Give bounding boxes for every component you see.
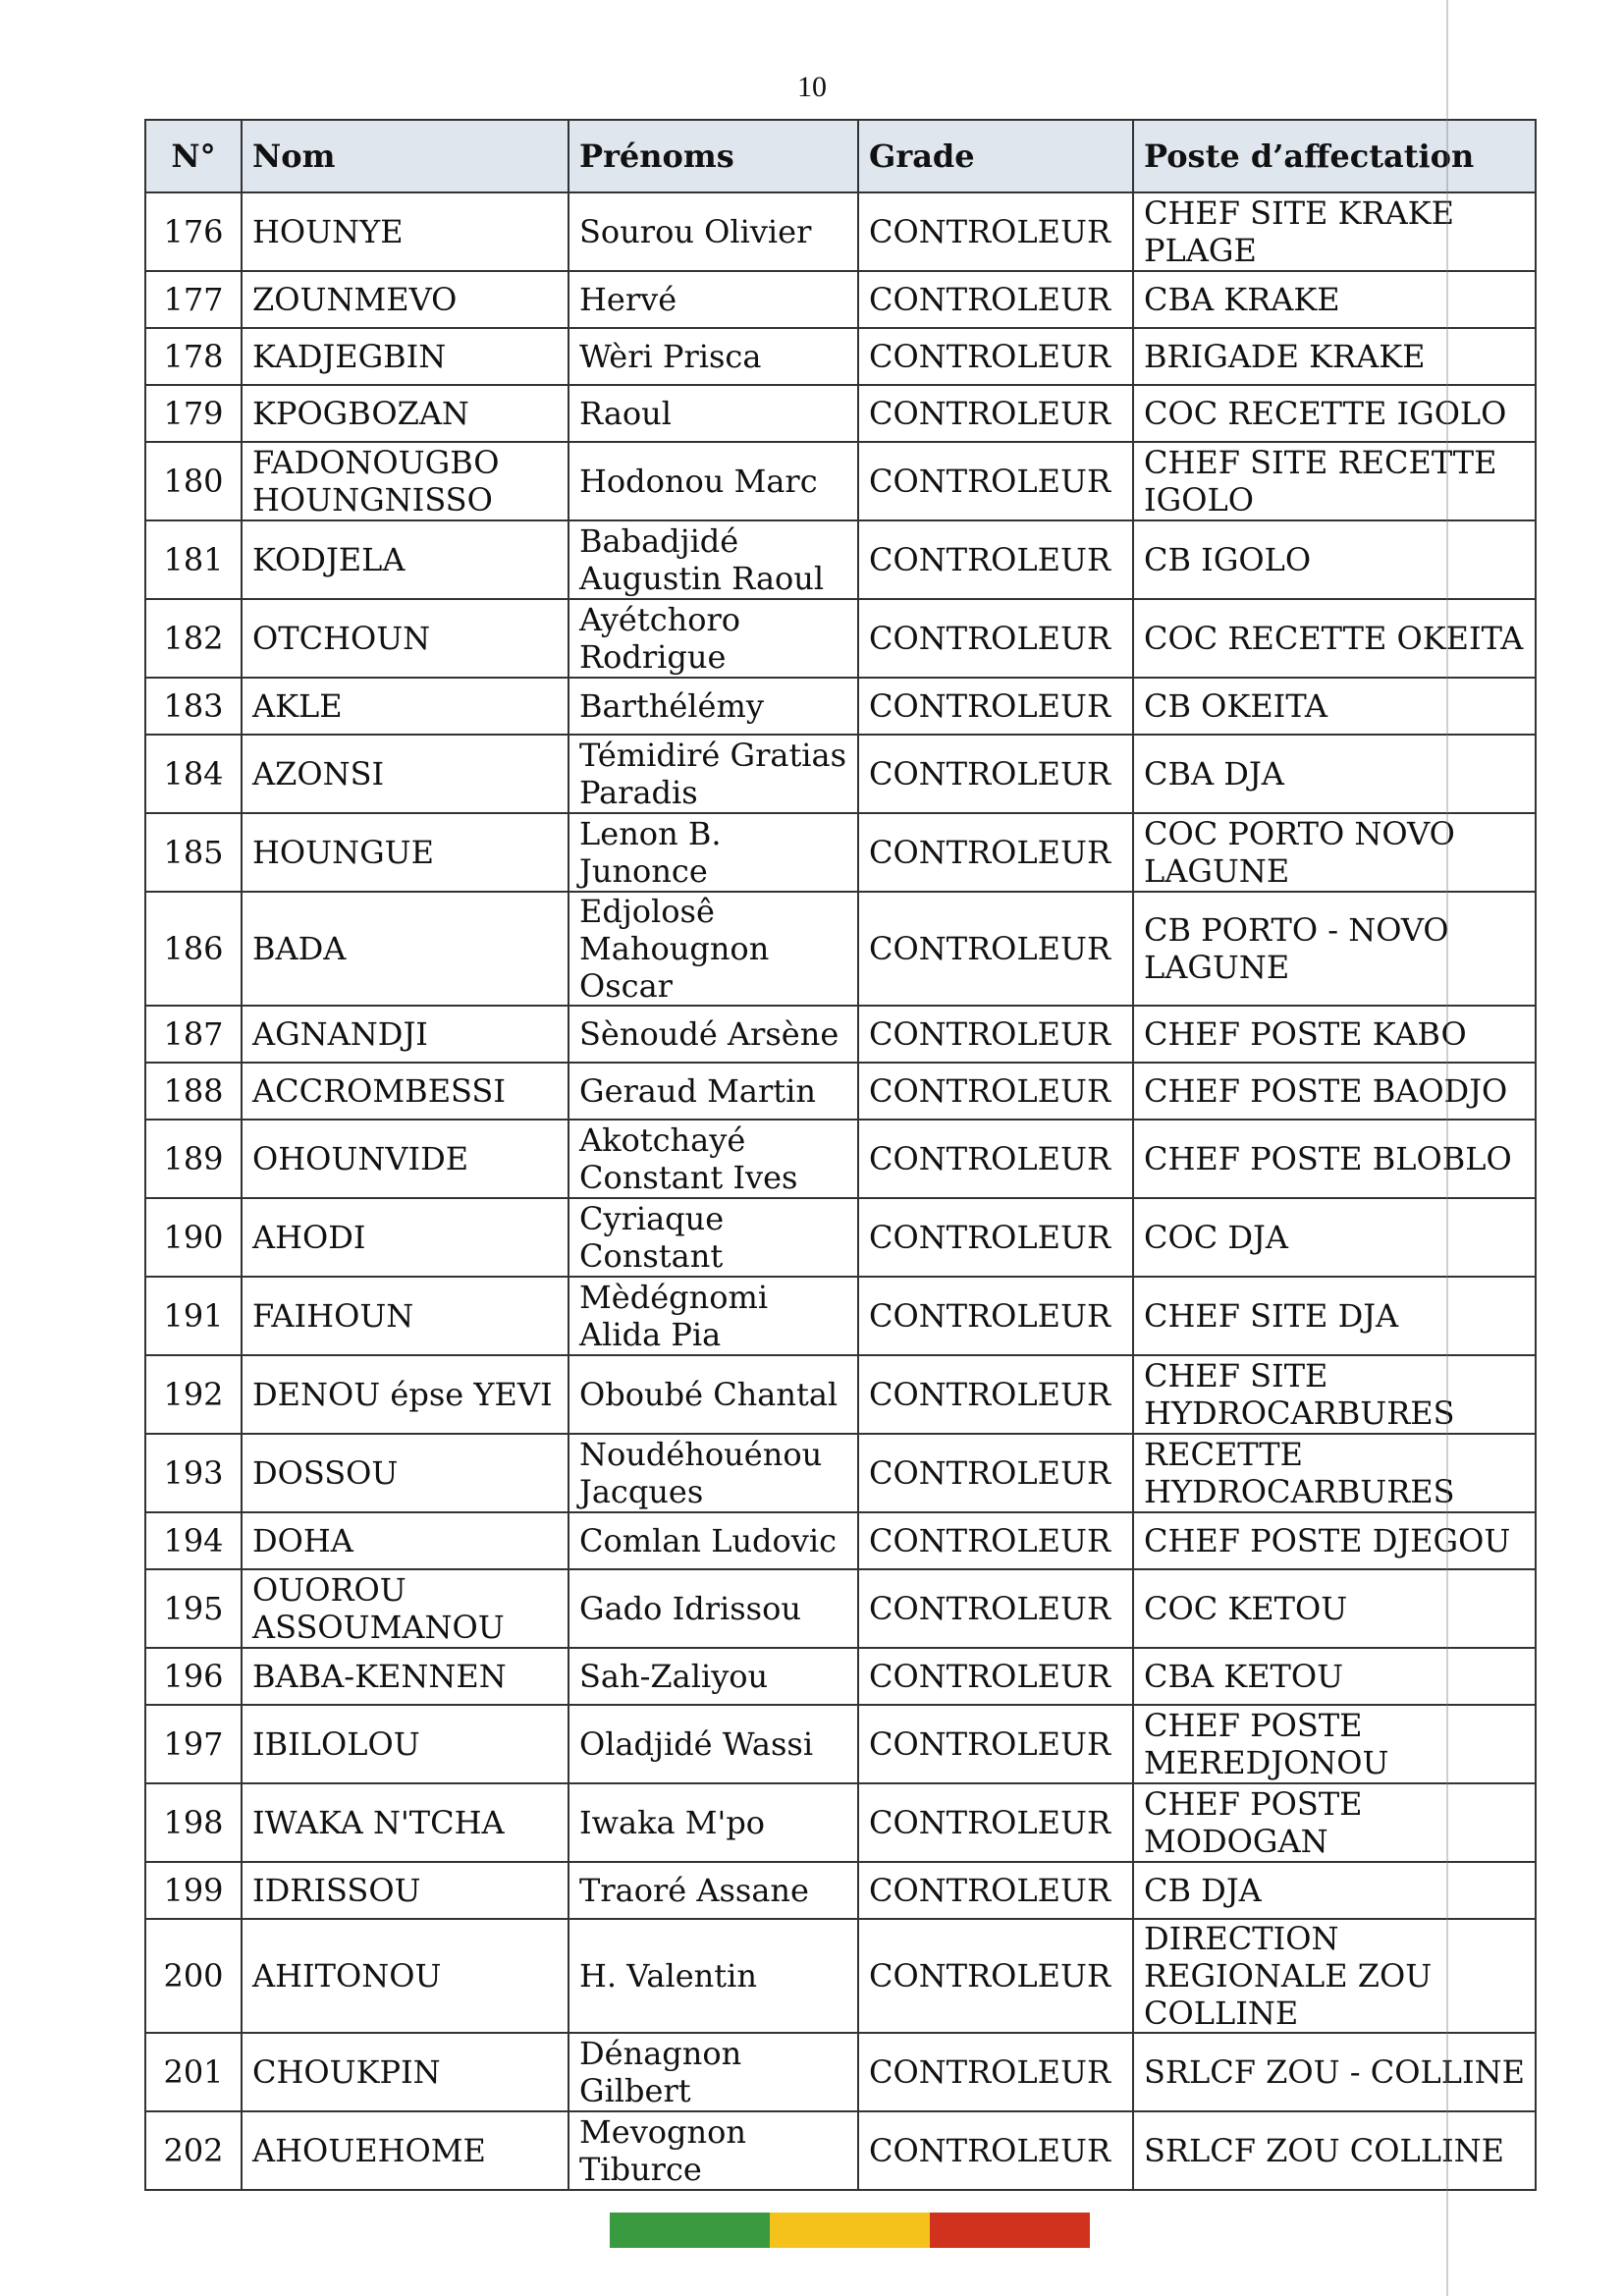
cell-num: 176	[145, 192, 242, 271]
cell-grade: CONTROLEUR	[858, 2033, 1133, 2111]
cell-grade: CONTROLEUR	[858, 1919, 1133, 2033]
cell-prenoms: Akotchayé Constant Ives	[568, 1120, 858, 1198]
cell-prenoms: Comlan Ludovic	[568, 1512, 858, 1569]
cell-num: 188	[145, 1063, 242, 1120]
column-header-poste: Poste d’affectation	[1133, 120, 1536, 192]
cell-prenoms: Hodonou Marc	[568, 442, 858, 520]
cell-grade: CONTROLEUR	[858, 1120, 1133, 1198]
cell-num: 192	[145, 1355, 242, 1434]
cell-poste: CB DJA	[1133, 1862, 1536, 1919]
cell-nom: AHOUEHOME	[242, 2111, 568, 2190]
cell-prenoms: Lenon B. Junonce	[568, 813, 858, 892]
cell-num: 179	[145, 385, 242, 442]
cell-prenoms: Noudéhouénou Jacques	[568, 1434, 858, 1512]
table-row	[145, 678, 1536, 735]
cell-grade: CONTROLEUR	[858, 1355, 1133, 1434]
cell-nom: IWAKA N'TCHA	[242, 1783, 568, 1862]
cell-prenoms: Cyriaque Constant	[568, 1198, 858, 1277]
cell-num: 191	[145, 1277, 242, 1355]
cell-prenoms: Wèri Prisca	[568, 328, 858, 385]
cell-grade: CONTROLEUR	[858, 520, 1133, 599]
cell-num: 196	[145, 1648, 242, 1705]
cell-prenoms: Oladjidé Wassi	[568, 1705, 858, 1783]
cell-nom: AKLE	[242, 678, 568, 735]
cell-num: 194	[145, 1512, 242, 1569]
cell-nom: HOUNGUE	[242, 813, 568, 892]
table-body	[145, 192, 1536, 2190]
cell-num: 199	[145, 1862, 242, 1919]
cell-grade: CONTROLEUR	[858, 1705, 1133, 1783]
cell-nom: KODJELA	[242, 520, 568, 599]
cell-nom: HOUNYE	[242, 192, 568, 271]
column-header-nom: Nom	[242, 120, 568, 192]
cell-poste: CBA KETOU	[1133, 1648, 1536, 1705]
cell-prenoms: Babadjidé Augustin Raoul	[568, 520, 858, 599]
cell-nom: AZONSI	[242, 735, 568, 813]
table-row	[145, 735, 1536, 813]
cell-num: 180	[145, 442, 242, 520]
cell-grade: CONTROLEUR	[858, 1648, 1133, 1705]
cell-nom: KADJEGBIN	[242, 328, 568, 385]
cell-nom: AHODI	[242, 1198, 568, 1277]
cell-nom: DOHA	[242, 1512, 568, 1569]
cell-grade: CONTROLEUR	[858, 813, 1133, 892]
cell-poste: COC RECETTE OKEITA	[1133, 599, 1536, 678]
table-row	[145, 1277, 1536, 1355]
cell-nom: DENOU épse YEVI	[242, 1355, 568, 1434]
table-row	[145, 442, 1536, 520]
cell-grade: CONTROLEUR	[858, 1277, 1133, 1355]
cell-prenoms: Témidiré Gratias Paradis	[568, 735, 858, 813]
cell-num: 184	[145, 735, 242, 813]
cell-grade: CONTROLEUR	[858, 1434, 1133, 1512]
table-row	[145, 1705, 1536, 1783]
cell-num: 201	[145, 2033, 242, 2111]
cell-grade: CONTROLEUR	[858, 192, 1133, 271]
cell-prenoms: Mèdégnomi Alida Pia	[568, 1277, 858, 1355]
cell-nom: AHITONOU	[242, 1919, 568, 2033]
cell-grade: CONTROLEUR	[858, 1063, 1133, 1120]
cell-poste: SRLCF ZOU COLLINE	[1133, 2111, 1536, 2190]
cell-poste: CBA KRAKE	[1133, 271, 1536, 328]
agents-table	[144, 119, 1537, 2191]
page-number: 10	[797, 71, 827, 103]
table-row	[145, 1355, 1536, 1434]
table-row	[145, 1120, 1536, 1198]
cell-num: 183	[145, 678, 242, 735]
cell-prenoms: Mevognon Tiburce	[568, 2111, 858, 2190]
table-row	[145, 1648, 1536, 1705]
cell-prenoms: Sourou Olivier	[568, 192, 858, 271]
cell-nom: ACCROMBESSI	[242, 1063, 568, 1120]
cell-poste: CHEF POSTE DJEGOU	[1133, 1512, 1536, 1569]
cell-grade: CONTROLEUR	[858, 1512, 1133, 1569]
cell-num: 198	[145, 1783, 242, 1862]
cell-num: 182	[145, 599, 242, 678]
cell-poste: DIRECTION REGIONALE ZOU COLLINE	[1133, 1919, 1536, 2033]
cell-prenoms: Gado Idrissou	[568, 1569, 858, 1648]
cell-nom: FADONOUGBO HOUNGNISSO	[242, 442, 568, 520]
cell-grade: CONTROLEUR	[858, 328, 1133, 385]
cell-poste: CHEF POSTE BAODJO	[1133, 1063, 1536, 1120]
cell-prenoms: Sènoudé Arsène	[568, 1006, 858, 1063]
cell-nom: DOSSOU	[242, 1434, 568, 1512]
table-row	[145, 599, 1536, 678]
table-row	[145, 1006, 1536, 1063]
cell-poste: CHEF SITE RECETTE IGOLO	[1133, 442, 1536, 520]
cell-num: 181	[145, 520, 242, 599]
cell-prenoms: Raoul	[568, 385, 858, 442]
table-row	[145, 813, 1536, 892]
cell-nom: ZOUNMEVO	[242, 271, 568, 328]
table-row	[145, 892, 1536, 1006]
column-header-grade: Grade	[858, 120, 1133, 192]
column-header-prenoms: Prénoms	[568, 120, 858, 192]
cell-poste: BRIGADE KRAKE	[1133, 328, 1536, 385]
table-row	[145, 192, 1536, 271]
cell-num: 177	[145, 271, 242, 328]
table-row	[145, 1862, 1536, 1919]
cell-nom: KPOGBOZAN	[242, 385, 568, 442]
table-row	[145, 271, 1536, 328]
cell-prenoms: Dénagnon Gilbert	[568, 2033, 858, 2111]
cell-prenoms: H. Valentin	[568, 1919, 858, 2033]
flag-green-band	[610, 2213, 770, 2248]
cell-prenoms: Geraud Martin	[568, 1063, 858, 1120]
cell-num: 202	[145, 2111, 242, 2190]
cell-prenoms: Hervé	[568, 271, 858, 328]
cell-num: 195	[145, 1569, 242, 1648]
cell-num: 178	[145, 328, 242, 385]
cell-prenoms: Traoré Assane	[568, 1862, 858, 1919]
cell-nom: IBILOLOU	[242, 1705, 568, 1783]
table-row	[145, 1783, 1536, 1862]
cell-nom: BADA	[242, 892, 568, 1006]
table-row	[145, 328, 1536, 385]
cell-prenoms: Barthélémy	[568, 678, 858, 735]
cell-prenoms: Iwaka M'po	[568, 1783, 858, 1862]
table-row	[145, 1063, 1536, 1120]
cell-poste: CHEF POSTE MEREDJONOU	[1133, 1705, 1536, 1783]
cell-grade: CONTROLEUR	[858, 599, 1133, 678]
cell-num: 197	[145, 1705, 242, 1783]
cell-num: 186	[145, 892, 242, 1006]
table-row	[145, 1919, 1536, 2033]
cell-num: 190	[145, 1198, 242, 1277]
cell-grade: CONTROLEUR	[858, 1783, 1133, 1862]
table-row	[145, 520, 1536, 599]
cell-grade: CONTROLEUR	[858, 1862, 1133, 1919]
cell-prenoms: Sah-Zaliyou	[568, 1648, 858, 1705]
cell-prenoms: Edjolosê Mahougnon Oscar	[568, 892, 858, 1006]
cell-num: 200	[145, 1919, 242, 2033]
flag-red-band	[930, 2213, 1090, 2248]
table-row	[145, 385, 1536, 442]
cell-poste: CHEF SITE DJA	[1133, 1277, 1536, 1355]
cell-grade: CONTROLEUR	[858, 678, 1133, 735]
cell-poste: COC RECETTE IGOLO	[1133, 385, 1536, 442]
cell-grade: CONTROLEUR	[858, 442, 1133, 520]
cell-grade: CONTROLEUR	[858, 2111, 1133, 2190]
cell-nom: FAIHOUN	[242, 1277, 568, 1355]
flag-yellow-band	[770, 2213, 930, 2248]
cell-num: 185	[145, 813, 242, 892]
cell-poste: CHEF SITE HYDROCARBURES	[1133, 1355, 1536, 1434]
cell-nom: IDRISSOU	[242, 1862, 568, 1919]
cell-poste: RECETTE HYDROCARBURES	[1133, 1434, 1536, 1512]
cell-nom: OHOUNVIDE	[242, 1120, 568, 1198]
cell-nom: OUOROU ASSOUMANOU	[242, 1569, 568, 1648]
cell-poste: CB OKEITA	[1133, 678, 1536, 735]
cell-poste: COC PORTO NOVO LAGUNE	[1133, 813, 1536, 892]
flag-color-bar	[610, 2213, 1090, 2248]
table-row	[145, 1512, 1536, 1569]
cell-num: 193	[145, 1434, 242, 1512]
table-row	[145, 1569, 1536, 1648]
cell-poste: CHEF SITE KRAKE PLAGE	[1133, 192, 1536, 271]
scan-line-artifact	[1446, 0, 1448, 2296]
cell-poste: CB IGOLO	[1133, 520, 1536, 599]
cell-poste: COC DJA	[1133, 1198, 1536, 1277]
cell-poste: CHEF POSTE BLOBLO	[1133, 1120, 1536, 1198]
table-row	[145, 1434, 1536, 1512]
column-header-num: N°	[145, 120, 242, 192]
cell-grade: CONTROLEUR	[858, 735, 1133, 813]
table-row	[145, 2033, 1536, 2111]
cell-poste: SRLCF ZOU - COLLINE	[1133, 2033, 1536, 2111]
cell-grade: CONTROLEUR	[858, 271, 1133, 328]
cell-poste: CBA DJA	[1133, 735, 1536, 813]
cell-poste: COC KETOU	[1133, 1569, 1536, 1648]
cell-nom: BABA-KENNEN	[242, 1648, 568, 1705]
cell-grade: CONTROLEUR	[858, 1198, 1133, 1277]
cell-nom: OTCHOUN	[242, 599, 568, 678]
cell-poste: CB PORTO - NOVO LAGUNE	[1133, 892, 1536, 1006]
table-row	[145, 2111, 1536, 2190]
cell-num: 189	[145, 1120, 242, 1198]
cell-nom: AGNANDJI	[242, 1006, 568, 1063]
cell-grade: CONTROLEUR	[858, 1006, 1133, 1063]
cell-prenoms: Ayétchoro Rodrigue	[568, 599, 858, 678]
cell-grade: CONTROLEUR	[858, 1569, 1133, 1648]
cell-nom: CHOUKPIN	[242, 2033, 568, 2111]
table-row	[145, 1198, 1536, 1277]
cell-poste: CHEF POSTE MODOGAN	[1133, 1783, 1536, 1862]
table-header-row	[145, 120, 1536, 192]
cell-grade: CONTROLEUR	[858, 385, 1133, 442]
cell-num: 187	[145, 1006, 242, 1063]
cell-poste: CHEF POSTE KABO	[1133, 1006, 1536, 1063]
cell-prenoms: Oboubé Chantal	[568, 1355, 858, 1434]
cell-grade: CONTROLEUR	[858, 892, 1133, 1006]
